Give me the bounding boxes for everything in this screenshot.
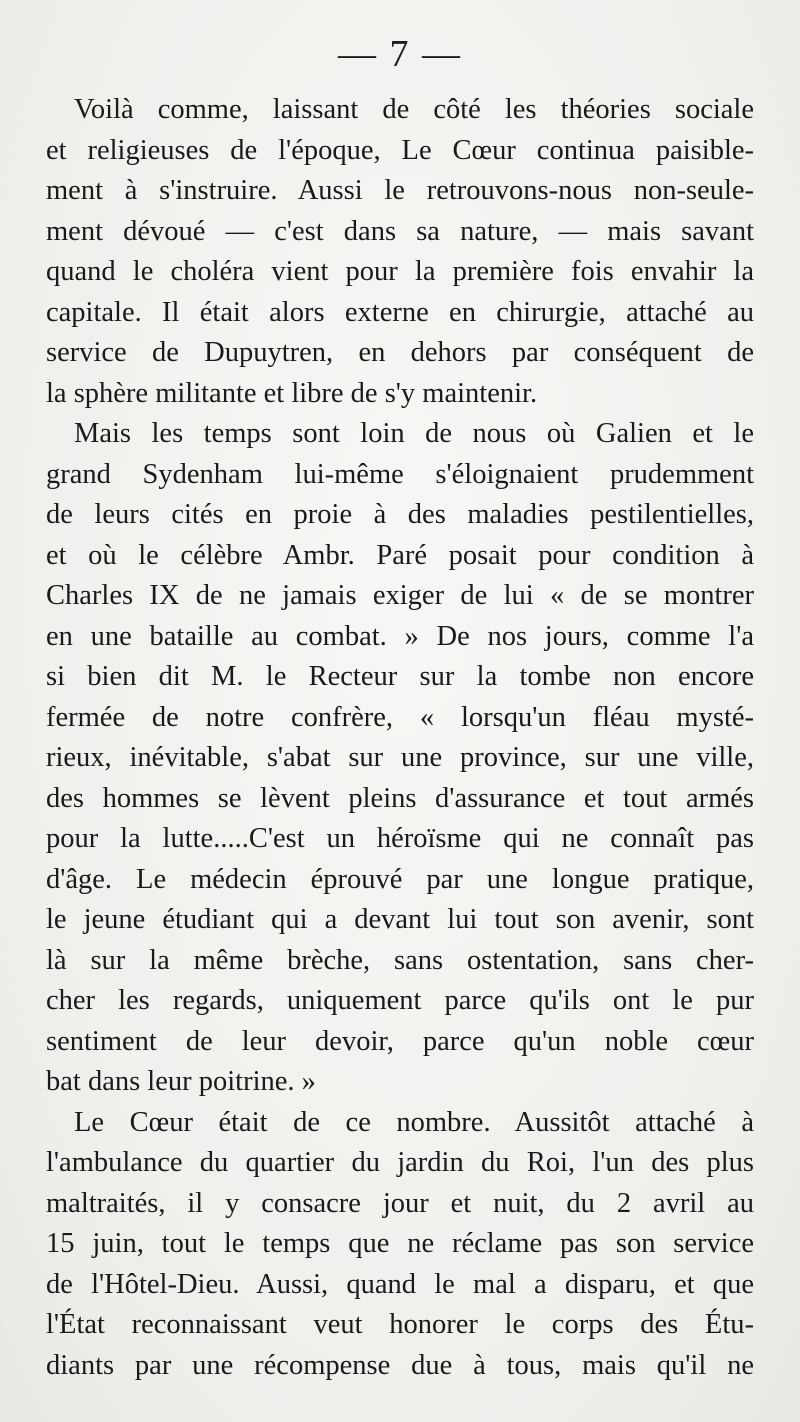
text-line: ment dévoué — c'est dans sa nature, — mais savant	[46, 215, 754, 247]
text-line: cher les regards, uniquement parce qu'ils ont le pur	[46, 985, 754, 1016]
text-line: et où le célèbre Ambr. Paré posait pour condition à	[46, 539, 754, 571]
text-line: le jeune étudiant qui a devant lui tout son avenir, sont	[46, 904, 754, 935]
text-line: Le Cœur était de ce nombre. Aussitôt attaché à	[74, 1106, 754, 1138]
text-line: grand Sydenham lui-même s'éloignaient prudemment	[46, 458, 754, 490]
text-line: ment à s'instruire. Aussi le retrouvons-nous non-seule-	[46, 175, 754, 206]
text-line: l'ambulance du quartier du jardin du Roi, l'un des plus	[46, 1147, 754, 1178]
text-line: capitale. Il était alors externe en chirurgie, attaché au	[46, 296, 754, 328]
text-line: fermée de notre confrère, « lorsqu'un fléau mysté-	[46, 701, 754, 733]
text-line: Voilà comme, laissant de côté les théories sociale	[74, 94, 754, 125]
text-line: quand le choléra vient pour la première fois envahir la	[46, 256, 754, 287]
text-line: Charles IX de ne jamais exiger de lui « de se montrer	[46, 580, 754, 611]
text-line: diants par une récompense due à tous, mais qu'il ne	[46, 1349, 754, 1381]
text-line: des hommes se lèvent pleins d'assurance et tout armés	[46, 782, 754, 814]
text-line: maltraités, il y consacre jour et nuit, du 2 avril au	[46, 1187, 754, 1219]
text-line: pour la lutte.....C'est un héroïsme qui ne connaît pas	[46, 823, 754, 854]
text-line: en une bataille au combat. » De nos jours, comme l'a	[46, 620, 754, 652]
text-line: bat dans leur poitrine. »	[46, 1066, 316, 1097]
page-number: — 7 —	[338, 33, 462, 75]
text-line: l'État reconnaissant veut honorer le corps des Étu-	[46, 1309, 754, 1340]
text-line: et religieuses de l'époque, Le Cœur continua paisible-	[46, 134, 754, 166]
text-line: de leurs cités en proie à des maladies pestilentielles,	[46, 499, 754, 530]
text-line: rieux, inévitable, s'abat sur une province, sur une ville,	[46, 742, 754, 773]
text-line: service de Dupuytren, en dehors par conséquent de	[46, 337, 754, 368]
body-text	[46, 90, 754, 1386]
text-line: 15 juin, tout le temps que ne réclame pas son service	[46, 1228, 754, 1259]
text-line: si bien dit M. le Recteur sur la tombe non encore	[46, 661, 754, 692]
text-line: Mais les temps sont loin de nous où Galien et le	[74, 418, 754, 449]
text-line: là sur la même brèche, sans ostentation, sans cher-	[46, 944, 754, 976]
text-line: la sphère militante et libre de s'y maintenir.	[46, 377, 538, 409]
text-line: de l'Hôtel-Dieu. Aussi, quand le mal a disparu, et que	[46, 1268, 754, 1300]
text-line: sentiment de leur devoir, parce qu'un noble cœur	[46, 1025, 754, 1057]
text-line: d'âge. Le médecin éprouvé par une longue pratique,	[46, 863, 754, 895]
